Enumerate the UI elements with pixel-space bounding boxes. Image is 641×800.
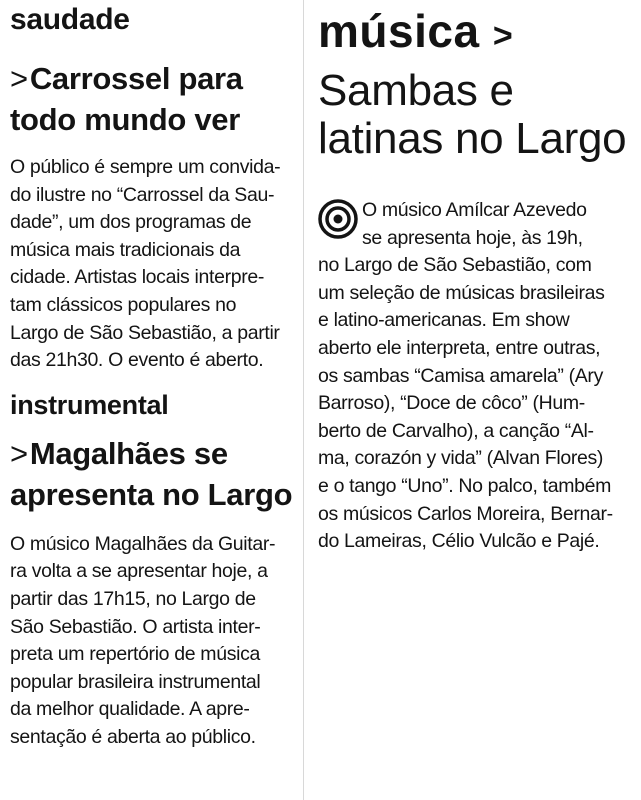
body-line: Barroso), “Doce de côco” (Hum-	[318, 392, 585, 415]
body-line: cidade. Artistas locais interpre-	[10, 266, 264, 289]
section-kicker: saudade	[10, 3, 130, 36]
headline-line: Magalhães se	[29, 435, 228, 471]
headline-line: Carrossel para	[29, 61, 243, 96]
body-line: e o tango “Uno”. No palco, também	[318, 474, 612, 497]
story-headline	[10, 58, 295, 140]
body-line: O músico Amílcar Azevedo	[362, 199, 587, 221]
body-line: berto de Carvalho), a canção “Al-	[318, 419, 594, 442]
headline-arrow: >	[10, 61, 28, 96]
story-body	[318, 197, 636, 556]
story-headline	[10, 433, 295, 515]
body-line: ra volta a se apresentar hoje, a	[10, 560, 268, 583]
body-line: um seleção de músicas brasileiras	[318, 281, 605, 304]
story-body	[10, 154, 295, 375]
headline-line: apresenta no Largo	[10, 476, 293, 512]
story-body	[10, 531, 295, 752]
body-line: os músicos Carlos Moreira, Bernar-	[318, 502, 613, 525]
body-line: se apresenta hoje, às 19h,	[362, 226, 583, 249]
body-line: preta um repertório de música	[10, 643, 260, 666]
headline-line: Sambas e	[318, 66, 514, 115]
body-line: tam clássicos populares no	[10, 293, 237, 316]
kicker-text: música	[318, 5, 480, 57]
body-line: partir das 17h15, no Largo de	[10, 587, 256, 610]
kicker-arrow: >	[492, 17, 514, 55]
body-line: da melhor qualidade. A apre-	[10, 698, 250, 721]
column-divider	[303, 0, 304, 800]
body-line: popular brasileira instrumental	[10, 670, 261, 693]
story-instrumental	[10, 389, 295, 752]
story-saudade	[10, 2, 295, 375]
story-headline	[318, 67, 636, 163]
body-line: São Sebastião. O artista inter-	[10, 615, 261, 638]
body-line: das 21h30. O evento é aberto.	[10, 349, 264, 372]
body-line: aberto ele interpreta, entre outras,	[318, 336, 601, 359]
body-line: no Largo de São Sebastião, com	[318, 254, 592, 277]
body-line: dade”, um dos programas de	[10, 211, 252, 234]
body-line: O músico Magalhães da Guitar-	[10, 532, 276, 555]
body-line: sentação é aberta ao público.	[10, 725, 256, 748]
body-line: do Lameiras, Célio Vulcão e Pajé.	[318, 530, 600, 553]
headline-arrow: >	[10, 435, 28, 471]
headline-line: latinas no Largo	[318, 114, 627, 163]
section-kicker	[318, 4, 636, 63]
body-line: O público é sempre um convida-	[10, 156, 281, 178]
body-line: ma, corazón y vida” (Alvan Flores)	[318, 447, 604, 470]
body-line: e latino-americanas. Em show	[318, 309, 570, 332]
body-line: música mais tradicionais da	[10, 238, 241, 261]
right-column	[318, 0, 636, 556]
body-line: os sambas “Camisa amarela” (Ary	[318, 364, 603, 387]
story-musica	[318, 4, 636, 556]
target-icon	[318, 199, 358, 239]
body-line: Largo de São Sebastião, a partir	[10, 321, 280, 344]
headline-line: todo mundo ver	[10, 102, 241, 137]
left-column	[10, 0, 295, 752]
section-kicker: instrumental	[10, 389, 169, 420]
body-line: do ilustre no “Carrossel da Sau-	[10, 183, 275, 206]
